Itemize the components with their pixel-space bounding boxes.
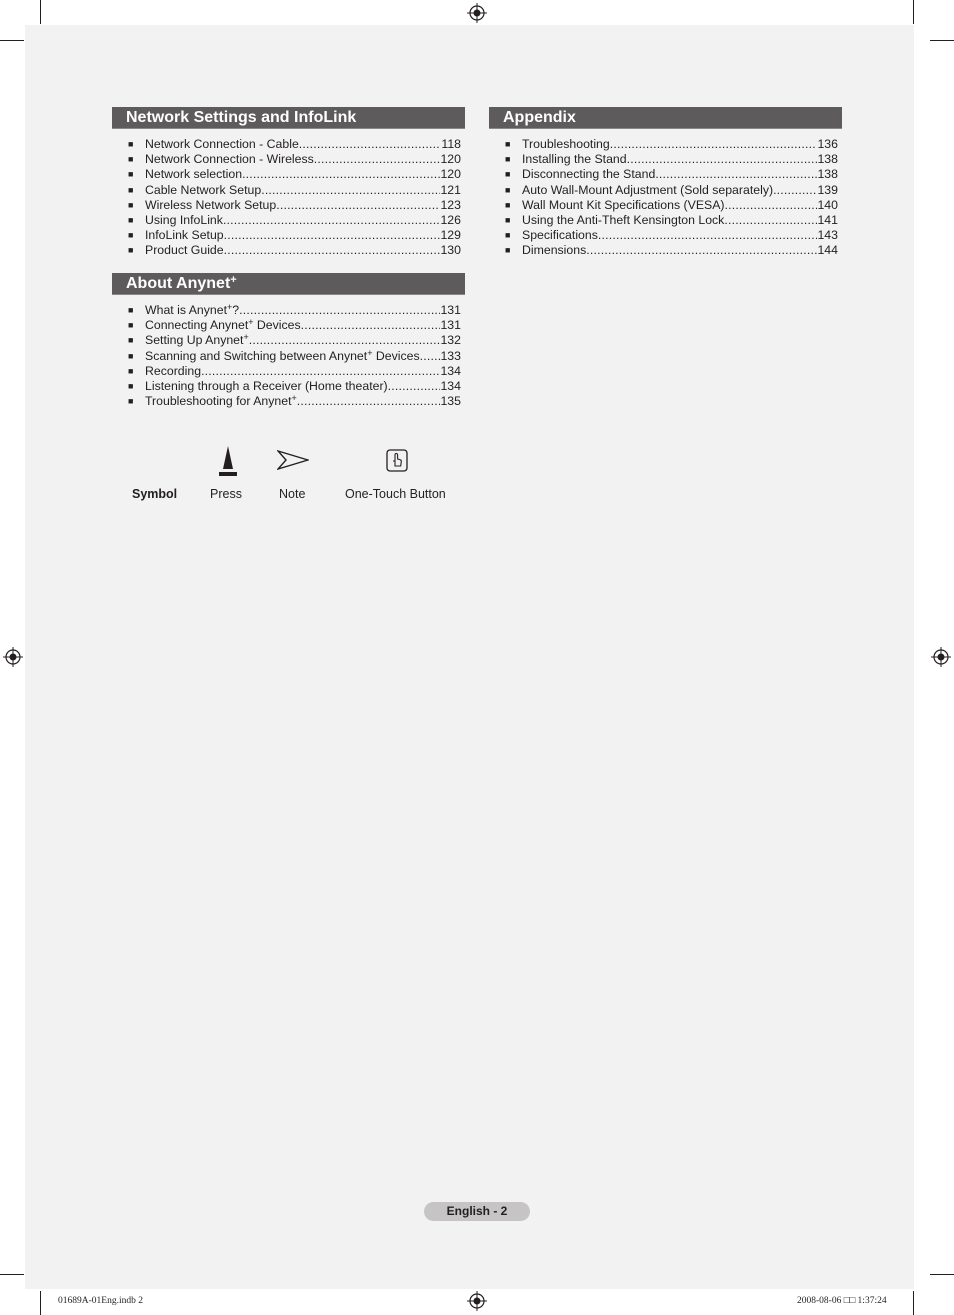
toc-item-title (522, 167, 655, 182)
toc-item (128, 167, 461, 182)
dot-leader (299, 137, 442, 152)
toc-item (128, 213, 461, 228)
page-label: English - 2 (446, 1204, 508, 1218)
toc-item-title-text: Wireless Network Setup (145, 197, 277, 212)
bullet-square-icon: ■ (128, 396, 134, 407)
bullet-square-icon: ■ (505, 199, 511, 210)
toc-item-title-text: Setting Up Anynet (145, 333, 244, 348)
toc-list-anynet (128, 303, 461, 409)
toc-item (128, 183, 461, 198)
toc-item-title (145, 213, 223, 228)
toc-item (505, 152, 838, 167)
bullet-square-icon: ■ (505, 214, 511, 225)
toc-item-page: 121 (440, 182, 461, 197)
page-number-badge (424, 1202, 530, 1221)
toc-item (128, 243, 461, 258)
toc-item-title-text: Disconnecting the Stand (522, 167, 656, 182)
toc-item (128, 137, 461, 152)
bullet-square-icon: ■ (128, 320, 134, 331)
toc-item-page: 131 (440, 318, 461, 333)
toc-item-page: 118 (441, 137, 461, 151)
bullet-square-icon: ■ (128, 139, 134, 149)
bullet-square-icon: ■ (128, 350, 134, 361)
bullet-square-icon: ■ (128, 154, 134, 165)
toc-item-title-text: What is Anynet (145, 303, 228, 317)
dot-leader (239, 303, 440, 318)
bullet-square-icon: ■ (128, 305, 134, 315)
toc-item-title-suffix: Devices (372, 348, 420, 363)
crop-mark (40, 1291, 41, 1315)
dot-leader (773, 183, 817, 198)
toc-item-page: 120 (440, 152, 461, 167)
toc-item-page: 126 (440, 212, 461, 227)
crop-mark (930, 40, 954, 41)
crop-mark (0, 1274, 24, 1275)
toc-item-title-text: Cable Network Setup (145, 182, 262, 197)
dot-leader (224, 243, 441, 258)
toc-item-page: 123 (440, 197, 461, 212)
toc-item (505, 228, 838, 243)
toc-item (128, 333, 461, 348)
section-header-appendix (489, 107, 842, 129)
dot-leader (249, 333, 441, 348)
toc-item-page: 134 (440, 378, 461, 393)
section-header-network (112, 107, 465, 129)
toc-item-page: 135 (440, 394, 461, 409)
dot-leader (610, 137, 818, 152)
toc-item-title-suffix: Devices (253, 318, 301, 333)
dot-leader (655, 167, 817, 182)
toc-item-title-text: Specifications (522, 228, 598, 243)
bullet-square-icon: ■ (128, 230, 134, 241)
bullet-square-icon: ■ (505, 184, 511, 195)
toc-item-title-text: Network Connection - Wireless (145, 152, 314, 167)
toc-item-title-suffix: ? (232, 303, 240, 317)
toc-item-title-text: Scanning and Switching between Anynet (145, 348, 368, 363)
toc-item-title-text: Product Guide (145, 243, 224, 258)
dot-leader (261, 183, 440, 198)
toc-item-page: 136 (817, 137, 838, 151)
toc-item-title-text: Using InfoLink (145, 212, 223, 227)
bullet-square-icon: ■ (505, 139, 511, 149)
crop-mark (0, 40, 24, 41)
dot-leader (598, 228, 818, 243)
crop-mark (40, 0, 41, 24)
toc-item-page: 144 (817, 243, 838, 258)
dot-leader (276, 198, 440, 213)
dot-leader (301, 318, 441, 333)
crop-mark (930, 1274, 954, 1275)
bullet-square-icon: ■ (128, 184, 134, 195)
toc-item (128, 303, 461, 318)
toc-item-title (145, 152, 314, 167)
toc-item-title (145, 394, 297, 409)
one-touch-button-icon (386, 449, 408, 472)
toc-item-page: 132 (440, 333, 461, 348)
section-title: Appendix (503, 109, 576, 126)
toc-item (505, 167, 838, 182)
toc-item (128, 228, 461, 243)
toc-item (128, 364, 461, 379)
toc-item-page: 138 (817, 167, 838, 182)
legend-press-label: Press (210, 487, 242, 501)
toc-item-title (522, 183, 773, 198)
toc-item (505, 243, 838, 258)
toc-item-title (522, 137, 610, 152)
dot-leader (724, 213, 817, 228)
toc-item (505, 137, 838, 152)
toc-item-title (522, 213, 724, 228)
toc-item-page: 131 (440, 303, 461, 317)
toc-item-title-text: Network Connection - Cable (145, 137, 299, 151)
toc-item-title-text: Installing the Stand (522, 152, 627, 167)
dot-leader (242, 167, 440, 182)
toc-item-title (145, 198, 276, 213)
legend-note-label: Note (279, 487, 306, 501)
toc-item-title-text: Wall Mount Kit Specifications (VESA) (522, 197, 725, 212)
section-title: About Anynet (126, 275, 231, 292)
toc-item-title-text: Listening through a Receiver (Home theater) (145, 378, 388, 393)
bullet-square-icon: ■ (505, 245, 511, 256)
bullet-square-icon: ■ (128, 365, 134, 376)
crop-mark (913, 0, 914, 24)
registration-mark-icon (467, 3, 487, 23)
bullet-square-icon: ■ (128, 214, 134, 225)
toc-item-title-text: Dimensions (522, 243, 587, 258)
bullet-square-icon: ■ (505, 154, 511, 165)
footer-file-info: 01689A-01Eng.indb 2 (58, 1296, 143, 1306)
crop-mark (913, 1291, 914, 1315)
toc-item-title (145, 137, 299, 152)
dot-leader (314, 152, 441, 167)
note-icon (277, 450, 309, 470)
section-title: Network Settings and InfoLink (126, 109, 357, 126)
dot-leader (297, 394, 441, 409)
toc-item (505, 183, 838, 198)
toc-item-title (522, 243, 586, 258)
toc-item-page: 140 (817, 197, 838, 212)
toc-item-title (145, 349, 420, 364)
toc-item (505, 198, 838, 213)
superscript-plus: + (230, 274, 237, 286)
toc-item-page: 138 (817, 152, 838, 167)
toc-item-page: 141 (817, 212, 838, 227)
dot-leader (201, 364, 440, 379)
toc-list-network (128, 137, 461, 259)
toc-item-title (145, 167, 242, 182)
bullet-square-icon: ■ (128, 169, 134, 180)
superscript-plus: + (243, 332, 249, 343)
toc-item-title (145, 318, 301, 333)
dot-leader (627, 152, 818, 167)
toc-item-title-text: Connecting Anynet (145, 318, 249, 333)
toc-item-page: 133 (440, 348, 461, 363)
dot-leader (725, 198, 818, 213)
bullet-square-icon: ■ (505, 230, 511, 241)
dot-leader (420, 349, 441, 364)
toc-item (128, 152, 461, 167)
toc-item-title (145, 243, 224, 258)
toc-item-title-text: Recording (145, 363, 202, 378)
toc-item (505, 213, 838, 228)
toc-item-title (145, 333, 249, 348)
toc-item-page: 139 (817, 182, 838, 197)
toc-item-title (145, 183, 261, 198)
toc-item-title-text: Troubleshooting for Anynet (145, 394, 292, 409)
toc-item-title-text: Troubleshooting (522, 137, 610, 151)
toc-item (128, 198, 461, 213)
superscript-plus: + (367, 347, 373, 358)
press-icon (218, 445, 238, 477)
toc-item-title-text: Auto Wall-Mount Adjustment (Sold separately) (522, 182, 774, 197)
toc-item-title-text: Using the Anti-Theft Kensington Lock (522, 212, 725, 227)
dot-leader (223, 213, 441, 228)
registration-mark-icon (931, 647, 951, 667)
bullet-square-icon: ■ (128, 199, 134, 210)
section-header-anynet (112, 273, 465, 295)
toc-item-page: 134 (440, 363, 461, 378)
superscript-plus: + (248, 317, 254, 328)
legend-one-touch-label: One-Touch Button (345, 487, 446, 501)
toc-item (128, 379, 461, 394)
dot-leader (224, 228, 441, 243)
toc-item (128, 394, 461, 409)
bullet-square-icon: ■ (505, 169, 511, 180)
dot-leader (388, 379, 441, 394)
toc-item-title (522, 228, 598, 243)
dot-leader (586, 243, 817, 258)
bullet-square-icon: ■ (128, 335, 134, 346)
toc-list-appendix (505, 137, 838, 259)
bullet-square-icon: ■ (128, 245, 134, 256)
toc-item-title (522, 198, 725, 213)
toc-item-page: 143 (817, 228, 838, 243)
toc-item-title (145, 228, 224, 243)
toc-item-title-text: Network selection (145, 167, 243, 182)
toc-item-title-text: InfoLink Setup (145, 228, 224, 243)
toc-item (128, 318, 461, 333)
toc-item-title (145, 303, 239, 318)
toc-item-page: 130 (440, 243, 461, 258)
superscript-plus: + (291, 393, 297, 404)
footer-timestamp: 2008-08-06 □□ 1:37:24 (797, 1296, 887, 1306)
toc-item-page: 129 (440, 228, 461, 243)
toc-item-title (145, 364, 201, 379)
legend-symbol-label: Symbol (132, 487, 178, 501)
toc-item-title (522, 152, 627, 167)
toc-item (128, 349, 461, 364)
toc-item-page: 120 (440, 167, 461, 182)
toc-item-title (145, 379, 388, 394)
bullet-square-icon: ■ (128, 380, 134, 391)
registration-mark-icon (467, 1291, 487, 1311)
superscript-plus: + (227, 302, 233, 312)
registration-mark-icon (3, 647, 23, 667)
